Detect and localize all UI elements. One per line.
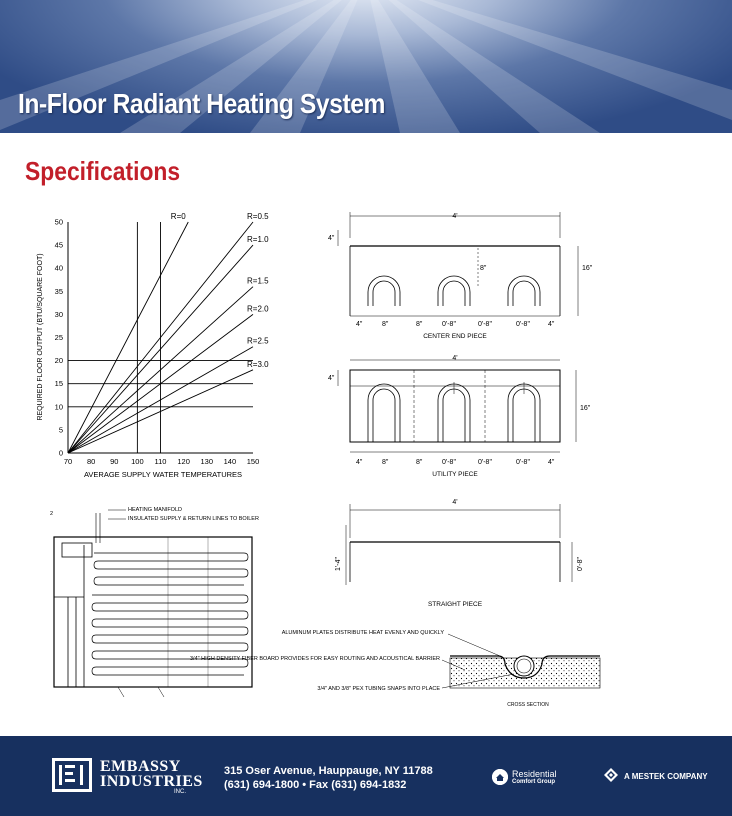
mestek-diamond-icon: [604, 768, 618, 782]
embassy-logo-icon: [52, 758, 92, 792]
end-piece-top-label: 4": [328, 235, 335, 242]
utility-piece-caption: UTILITY PIECE: [432, 471, 478, 478]
dim-label: 0'-8": [478, 321, 492, 328]
y-tick-label: 0: [58, 448, 63, 458]
y-tick-label: 35: [54, 286, 63, 296]
floor-layout-diagram: [48, 505, 258, 703]
y-tick-label: 25: [54, 333, 63, 342]
dim-label: 8": [416, 321, 423, 328]
end-piece-width-label: 4': [452, 213, 458, 220]
x-tick-label: 70: [63, 457, 73, 466]
end-piece-bottom-dims: [356, 321, 555, 328]
straight-piece-width-label: 4': [452, 499, 458, 506]
x-tick-label: 90: [110, 457, 119, 466]
parent-company: A MESTEK COMPANY: [624, 772, 708, 781]
company-name-line1: EMBASSY: [100, 758, 181, 775]
chart-y-axis-label: REQUIRED FLOOR OUTPUT (BTU/SQUARE FOOT): [37, 253, 44, 421]
address-line: 315 Oser Avenue, Hauppauge, NY 11788: [224, 765, 433, 777]
partner-name-line2: Comfort Group: [512, 779, 555, 785]
dim-label: 8": [382, 459, 389, 466]
straight-piece-right-label: 0'-8": [577, 557, 584, 571]
y-tick-label: 15: [54, 379, 63, 389]
dim-label: 4": [356, 321, 363, 328]
y-tick-label: 10: [54, 402, 63, 412]
page-header: [0, 0, 732, 133]
partner-name-line1: Residential: [512, 769, 557, 779]
dim-label: 4": [548, 459, 555, 466]
cross-section-caption: CROSS SECTION: [507, 702, 549, 708]
floor-layout-marker: 2: [50, 511, 54, 517]
series-label: R=1.0: [247, 235, 269, 245]
company-inc: INC.: [174, 789, 186, 795]
section-title: Specifications: [25, 156, 181, 186]
y-tick-label: 30: [54, 309, 63, 319]
callout-fiber-board: 3/4" HIGH DENSITY FIBER BOARD PROVIDES FOR EASY ROUTING AND ACOUSTICAL BARRIER: [189, 656, 440, 662]
dim-label: 4": [548, 321, 555, 328]
company-name-line2: INDUSTRIES: [100, 773, 203, 790]
y-tick-label: 50: [54, 217, 63, 227]
company-address: [224, 764, 433, 792]
end-piece-height-label: 16": [582, 265, 593, 272]
callout-supply-return: INSULATED SUPPLY & RETURN LINES TO BOILER: [128, 516, 259, 522]
page-title: In-Floor Radiant Heating System: [18, 88, 385, 119]
callout-pex: 3/4" AND 3/8" PEX TUBING SNAPS INTO PLACE: [317, 686, 440, 692]
dim-label: 0'-8": [478, 459, 492, 466]
x-tick-label: 120: [177, 457, 190, 466]
tubing-loops: [92, 553, 248, 675]
cross-section-diagram: [189, 622, 600, 714]
straight-piece-caption: STRAIGHT PIECE: [427, 601, 483, 608]
utility-piece-top-label: 4": [328, 375, 335, 382]
y-tick-label: 40: [54, 263, 63, 273]
y-tick-label: 45: [54, 240, 63, 250]
x-tick-label: 140: [223, 457, 237, 466]
series-label: R=1.5: [247, 276, 269, 286]
utility-piece-width-label: 4': [452, 355, 458, 362]
utility-piece-bottom-dims: [356, 459, 555, 466]
dim-label: 0'-8": [442, 459, 456, 466]
series-label: R=0.5: [247, 212, 269, 221]
callout-aluminum: ALUMINUM PLATES DISTRIBUTE HEAT EVENLY AND QUICKLY: [281, 630, 444, 636]
dim-label: 0'-8": [516, 321, 530, 328]
straight-piece-left-label: 1'-4": [335, 557, 342, 571]
dim-label: 8": [416, 459, 423, 466]
end-piece-diagram: [320, 208, 600, 348]
x-tick-label: 100: [131, 457, 144, 466]
straight-piece-diagram: [320, 490, 600, 612]
end-piece-caption: CENTER END PIECE: [423, 333, 487, 340]
x-tick-label: 130: [200, 457, 214, 466]
series-label: R=2.0: [247, 304, 269, 314]
x-tick-label: 110: [154, 457, 167, 466]
dim-label: 4": [356, 459, 363, 466]
chart-series-labels: [171, 212, 269, 369]
utility-piece-height-label: 16": [580, 405, 591, 412]
series-label: R=0: [170, 212, 186, 221]
dim-label: 0'-8": [516, 459, 530, 466]
x-tick-label: 80: [86, 457, 96, 466]
chart-x-axis-label: AVERAGE SUPPLY WATER TEMPERATURES: [83, 470, 243, 479]
company-name: [100, 759, 203, 789]
series-label: R=3.0: [247, 359, 269, 369]
callout-manifold: HEATING MANIFOLD: [128, 507, 182, 513]
y-tick-label: 20: [54, 356, 63, 366]
phone-line: (631) 694-1800 • Fax (631) 694-1832: [224, 779, 407, 791]
dim-label: 0'-8": [442, 321, 456, 328]
end-piece-inner-label: 8": [480, 265, 487, 272]
dim-label: 8": [382, 321, 389, 328]
utility-piece-diagram: [320, 352, 600, 480]
page-footer: [0, 736, 732, 816]
y-tick-label: 5: [58, 425, 63, 435]
floor-output-chart: [30, 205, 275, 485]
series-label: R=2.5: [247, 336, 269, 346]
x-tick-label: 150: [246, 457, 260, 466]
house-icon: [492, 769, 508, 785]
